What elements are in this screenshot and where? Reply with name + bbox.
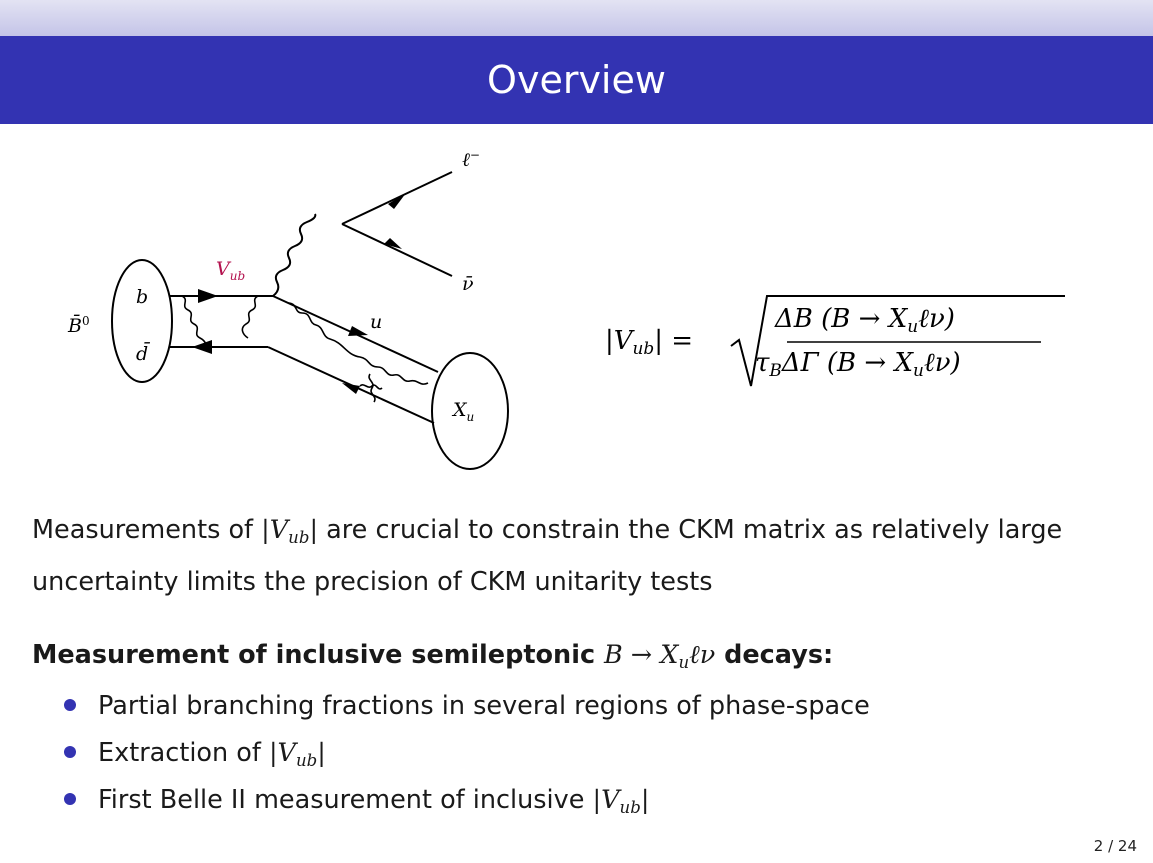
bullet-icon: [64, 746, 76, 758]
top-navigation-strip: [0, 0, 1153, 36]
gluon-mid: [242, 296, 258, 338]
formula-numerator: ΔB $(B \to X_u\ell\nu)$: [775, 304, 955, 337]
lepton-label: ℓ−: [462, 148, 480, 171]
bullet-item: Extraction of $|V_{ub}|$: [60, 733, 870, 780]
spectator-arrow: [342, 383, 360, 394]
quark-dbar-label: d̄: [136, 343, 149, 365]
bullet-icon: [64, 793, 76, 805]
w-boson-line: [273, 214, 315, 296]
formula-denominator: $\tau_B\Delta\Gamma$ $(B \to X_u\ell\nu)$: [755, 348, 961, 381]
formula-lhs: $|V_{ub}|$ =: [605, 326, 694, 359]
title-bar: [0, 36, 1153, 124]
feynman-diagram: [60, 138, 540, 478]
hadron-label: $X_u$: [453, 399, 475, 424]
intro-paragraph: Measurements of $|V_{ub}|$ are crucial to constrain the CKM matrix as relatively large uncertainty limits the precision of CKM unitarity tests: [32, 515, 1063, 597]
vub-formula: [605, 290, 1065, 390]
bullet-item: Partial branching fractions in several regions of phase-space: [60, 686, 870, 733]
meson-label: B̄$^0$: [68, 314, 90, 337]
b-quark-arrow: [198, 289, 218, 303]
u-quark-arrow: [348, 326, 368, 336]
slide-title: Overview: [487, 58, 666, 102]
gluon-lower: [369, 374, 375, 402]
bullet-item: First Belle II measurement of inclusive $|V_{ub}|$: [60, 780, 870, 827]
quark-b-label: b: [136, 286, 149, 308]
page-number: 2 / 24: [1093, 837, 1137, 855]
bullet-icon: [64, 699, 76, 711]
gluon-right: [288, 303, 428, 384]
gluon-left: [182, 296, 210, 347]
neutrino-label: ν̄: [462, 273, 474, 295]
lepton-line: [342, 172, 452, 224]
section-heading: Measurement of inclusive semileptonic $B \to X_u\ell\nu$ decays:: [32, 640, 834, 672]
quark-u-label: u: [370, 311, 383, 333]
bullet-list: [60, 686, 870, 827]
ckm-label: $V_{ub}$: [216, 258, 246, 283]
neutrino-line: [342, 224, 452, 276]
